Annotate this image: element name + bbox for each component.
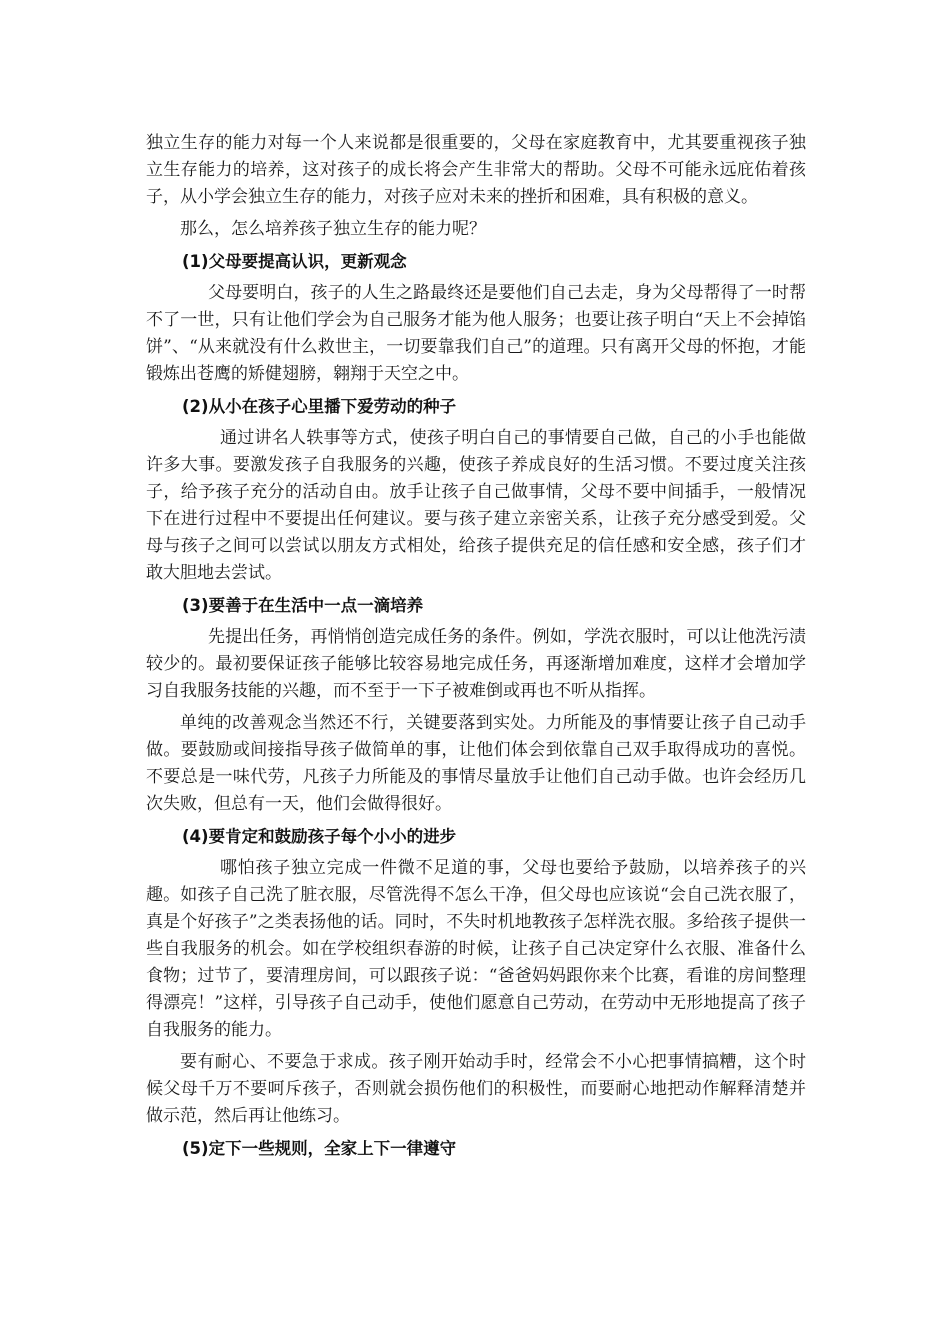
section-4-followup-paragraph: 要有耐心、不要急于求成。孩子刚开始动手时，经常会不小心把事情搞糟，这个时候父母千万不要呵斥孩子，否则就会损伤他们的积极性，而要耐心地把动作解释清楚并做示范，然后再让他练习。 [146,1052,806,1126]
section-4-paragraph: 哪怕孩子独立完成一件微不足道的事，父母也要给予鼓励，以培养孩子的兴趣。如孩子自己洗了脏衣服，尽管洗得不怎么干净，但父母也应该说“会自己洗衣服了，真是个好孩子”之类表扬他的话。同时，不失时机地教孩子怎样洗衣服。多给孩子提供一些自我服务的机会。如在学校组织春游的时候，让孩子自己决定穿什么衣服、准备什么食物；过节了，要清理房间，可以跟孩子说：“爸爸妈妈跟你来个比赛，看谁的房间整理得漂亮！”这样，引导孩子自己动手，使他们愿意自己劳动，在劳动中无形地提高了孩子自我服务的能力。 [146,858,806,1040]
intro-paragraph: 独立生存的能力对每一个人来说都是很重要的，父母在家庭教育中，尤其要重视孩子独立生存能力的培养，这对孩子的成长将会产生非常大的帮助。父母不可能永远庇佑着孩子，从小学会独立生存的能力，对孩子应对未来的挫折和困难，具有积极的意义。 [146,133,806,207]
section-heading-3: (3)要善于在生活中一点一滴培养 [182,596,424,615]
section-heading-4: (4)要肯定和鼓励孩子每个小小的进步 [182,827,457,846]
section-1-paragraph: 父母要明白，孩子的人生之路最终还是要他们自己去走，身为父母帮得了一时帮不了一世，只有让他们学会为自己服务才能为他人服务；也要让孩子明白“天上不会掉馅饼”、“从来就没有什么救世主，一切要靠我们自己”的道理。只有离开父母的怀抱，才能锻炼出苍鹰的矫健翅膀，翱翔于天空之中。 [146,283,806,384]
document-body [146,130,806,1167]
section-heading-2: (2)从小在孩子心里播下爱劳动的种子 [182,397,457,416]
section-heading-1: (1)父母要提高认识，更新观念 [182,252,407,271]
question-paragraph: 那么，怎么培养孩子独立生存的能力呢？ [180,219,486,239]
section-3-followup-paragraph: 单纯的改善观念当然还不行，关键要落到实处。力所能及的事情要让孩子自己动手做。要鼓励或间接指导孩子做简单的事，让他们体会到依靠自己双手取得成功的喜悦。不要总是一味代劳，凡孩子力所能及的事情尽量放手让他们自己动手做。也许会经历几次失败，但总有一天，他们会做得很好。 [146,713,806,814]
section-heading-5: (5)定下一些规则，全家上下一律遵守 [182,1139,457,1158]
section-3-paragraph: 先提出任务，再悄悄创造完成任务的条件。例如，学洗衣服时，可以让他洗污渍较少的。最初要保证孩子能够比较容易地完成任务，再逐渐增加难度，这样才会增加学习自我服务技能的兴趣，而不至于一下子被难倒或再也不听从指挥。 [146,627,806,701]
section-2-paragraph: 通过讲名人轶事等方式，使孩子明白自己的事情要自己做，自己的小手也能做许多大事。要激发孩子自我服务的兴趣，使孩子养成良好的生活习惯。不要过度关注孩子，给予孩子充分的活动自由。放手让孩子自己做事情，父母不要中间插手，一般情况下在进行过程中不要提出任何建议。要与孩子建立亲密关系，让孩子充分感受到爱。父母与孩子之间可以尝试以朋友方式相处，给孩子提供充足的信任感和安全感，孩子们才敢大胆地去尝试。 [146,428,806,583]
